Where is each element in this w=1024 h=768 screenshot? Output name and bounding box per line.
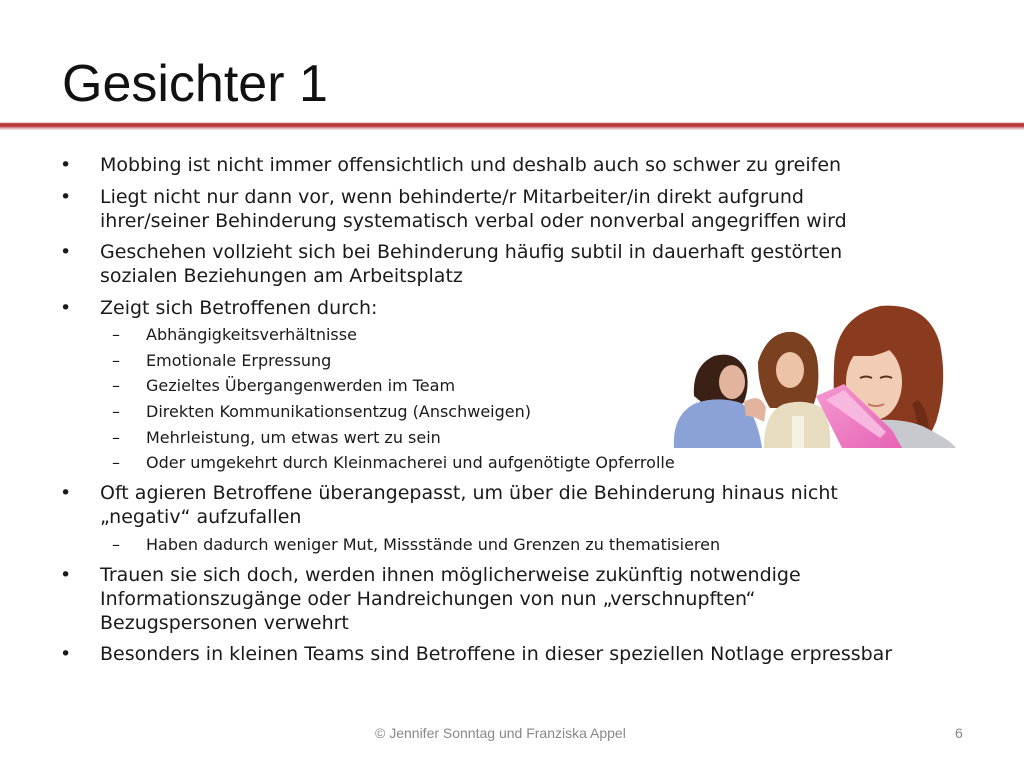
- bullet-item: [60, 240, 843, 264]
- sub-bullet-text: Gezieltes Übergangenwerden im Team: [146, 376, 456, 395]
- bullet-item: [60, 481, 838, 505]
- bullet-text: Zeigt sich Betroffenen durch:: [100, 297, 378, 319]
- bullet-text: Besonders in kleinen Teams sind Betroffene in dieser speziellen Notlage erpressbar: [100, 643, 893, 665]
- dash-icon: –: [112, 535, 120, 554]
- bullet-icon: •: [60, 241, 72, 263]
- bullet-text-continued: Informationszugänge oder Handreichungen von nun „verschnupften“: [100, 588, 756, 610]
- sub-bullet-text: Direkten Kommunikationsentzug (Anschweigen): [146, 402, 531, 421]
- sub-bullet-item: [112, 453, 675, 473]
- sub-bullet-item: [112, 402, 531, 422]
- bullet-text-continued: ihrer/seiner Behinderung systematisch verbal oder nonverbal angegriffen wird: [100, 210, 847, 232]
- bullet-text: Oft agieren Betroffene überangepasst, um über die Behinderung hinaus nicht: [100, 482, 838, 504]
- bullet-icon: •: [60, 154, 72, 176]
- dash-icon: –: [112, 325, 120, 344]
- dash-icon: –: [112, 428, 120, 447]
- sub-bullet-item: [112, 351, 332, 371]
- bullet-item: [60, 153, 842, 177]
- dash-icon: –: [112, 402, 120, 421]
- slide-title: Gesichter 1: [62, 55, 328, 113]
- bullet-icon: •: [60, 297, 72, 319]
- sub-bullet-text: Abhängigkeitsverhältnisse: [146, 325, 357, 344]
- bullet-text-continued: sozialen Beziehungen am Arbeitsplatz: [100, 265, 463, 287]
- bullet-text-continued: „negativ“ aufzufallen: [100, 506, 302, 528]
- dash-icon: –: [112, 376, 120, 395]
- sub-bullet-text: Oder umgekehrt durch Kleinmacherei und aufgenötigte Opferrolle: [146, 453, 675, 472]
- bullet-icon: •: [60, 186, 72, 208]
- sub-bullet-text: Emotionale Erpressung: [146, 351, 332, 370]
- bullet-item: [60, 296, 378, 320]
- sub-bullet-item: [112, 376, 456, 396]
- sub-bullet-item: [112, 325, 357, 345]
- bullet-text: Trauen sie sich doch, werden ihnen möglicherweise zukünftig notwendige: [100, 564, 801, 586]
- bullet-item: [60, 642, 893, 666]
- bullet-text-continued: Bezugspersonen verwehrt: [100, 612, 349, 634]
- women-whispering-photo: [666, 304, 978, 448]
- bullet-text: Mobbing ist nicht immer offensichtlich und deshalb auch so schwer zu greifen: [100, 154, 842, 176]
- bullet-text: Liegt nicht nur dann vor, wenn behinderte/r Mitarbeiter/in direkt aufgrund: [100, 186, 804, 208]
- dash-icon: –: [112, 351, 120, 370]
- bullet-item: [60, 185, 804, 209]
- sub-bullet-item: [112, 535, 721, 555]
- dash-icon: –: [112, 453, 120, 472]
- sub-bullet-text: Haben dadurch weniger Mut, Missstände und Grenzen zu thematisieren: [146, 535, 721, 554]
- bullet-icon: •: [60, 564, 72, 586]
- title-divider: [0, 122, 1024, 130]
- sub-bullet-text: Mehrleistung, um etwas wert zu sein: [146, 428, 441, 447]
- bullet-text: Geschehen vollzieht sich bei Behinderung häufig subtil in dauerhaft gestörten: [100, 241, 843, 263]
- bullet-icon: •: [60, 482, 72, 504]
- slide-number: 6: [955, 725, 963, 741]
- sub-bullet-item: [112, 428, 441, 448]
- bullet-icon: •: [60, 643, 72, 665]
- footer-copyright: © Jennifer Sonntag und Franziska Appel: [375, 725, 626, 741]
- bullet-item: [60, 563, 801, 587]
